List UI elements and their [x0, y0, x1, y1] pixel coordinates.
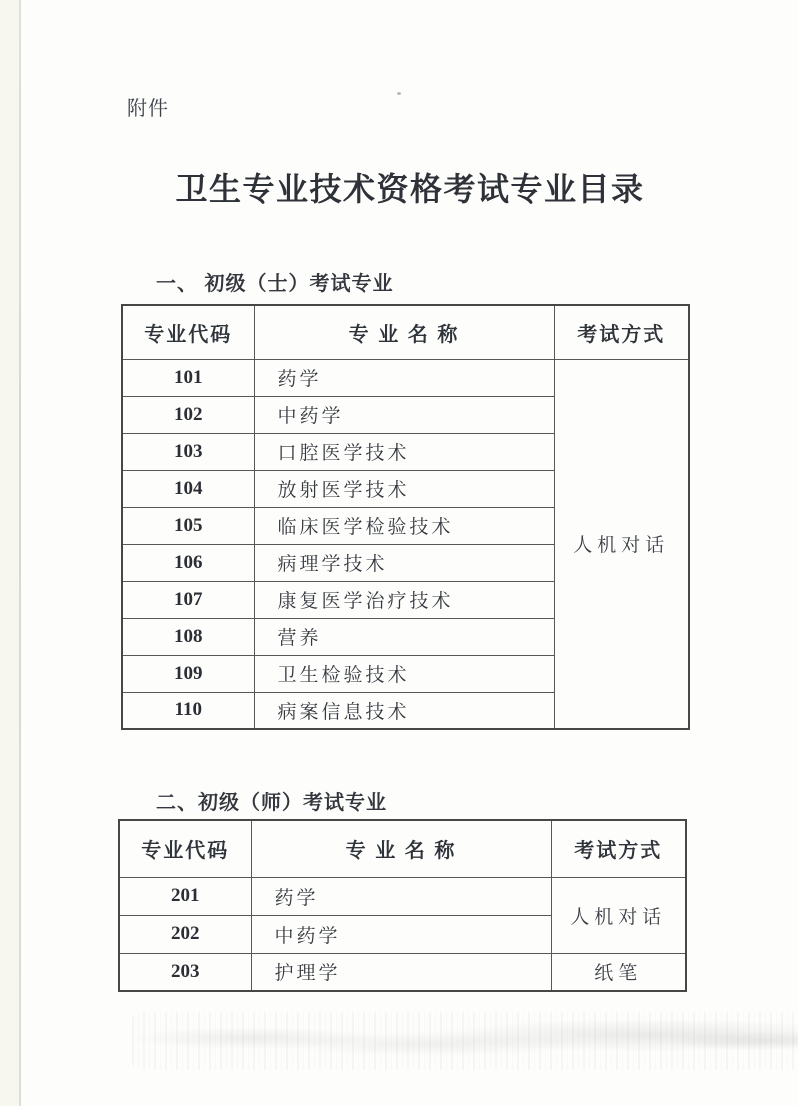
table-row — [119, 953, 686, 991]
name-cell: 护理学 — [251, 953, 551, 991]
code-cell: 106 — [122, 544, 254, 581]
code-cell: 109 — [122, 655, 254, 692]
table-row — [119, 877, 686, 915]
column-header-name: 专 业 名 称 — [251, 820, 551, 877]
code-cell: 110 — [122, 692, 254, 729]
scan-speck — [397, 92, 401, 95]
name-cell: 药学 — [254, 359, 554, 396]
name-cell: 中药学 — [254, 396, 554, 433]
code-cell: 201 — [119, 877, 251, 915]
name-cell: 中药学 — [251, 915, 551, 953]
name-cell: 口腔医学技术 — [254, 433, 554, 470]
code-cell: 102 — [122, 396, 254, 433]
name-cell: 康复医学治疗技术 — [254, 581, 554, 618]
name-cell: 病理学技术 — [254, 544, 554, 581]
document-title: 卫生专业技术资格考试专业目录 — [175, 171, 645, 207]
column-header-method: 考试方式 — [551, 820, 686, 877]
code-cell: 203 — [119, 953, 251, 991]
exam-table-junior-shi — [121, 304, 690, 730]
section-2-heading: 二、初级（师）考试专业 — [156, 792, 387, 814]
code-cell: 101 — [122, 359, 254, 396]
scan-noise-band — [132, 1012, 798, 1070]
method-cell: 人机对话 — [554, 359, 689, 729]
code-cell: 104 — [122, 470, 254, 507]
code-cell: 105 — [122, 507, 254, 544]
section-1-heading: 一、 初级（士）考试专业 — [156, 273, 394, 295]
name-cell: 营养 — [254, 618, 554, 655]
table-row — [122, 359, 689, 396]
column-header-code: 专业代码 — [119, 820, 251, 877]
table-header-row — [119, 820, 686, 877]
column-header-method: 考试方式 — [554, 305, 689, 359]
name-cell: 药学 — [251, 877, 551, 915]
name-cell: 放射医学技术 — [254, 470, 554, 507]
code-cell: 108 — [122, 618, 254, 655]
attachment-label: 附件 — [127, 98, 169, 120]
table-header-row — [122, 305, 689, 359]
method-cell: 人机对话 — [551, 877, 686, 953]
code-cell: 103 — [122, 433, 254, 470]
name-cell: 卫生检验技术 — [254, 655, 554, 692]
code-cell: 107 — [122, 581, 254, 618]
column-header-name: 专 业 名 称 — [254, 305, 554, 359]
method-cell: 纸笔 — [551, 953, 686, 991]
code-cell: 202 — [119, 915, 251, 953]
name-cell: 临床医学检验技术 — [254, 507, 554, 544]
column-header-code: 专业代码 — [122, 305, 254, 359]
exam-table-junior-shi2 — [118, 819, 687, 992]
name-cell: 病案信息技术 — [254, 692, 554, 729]
